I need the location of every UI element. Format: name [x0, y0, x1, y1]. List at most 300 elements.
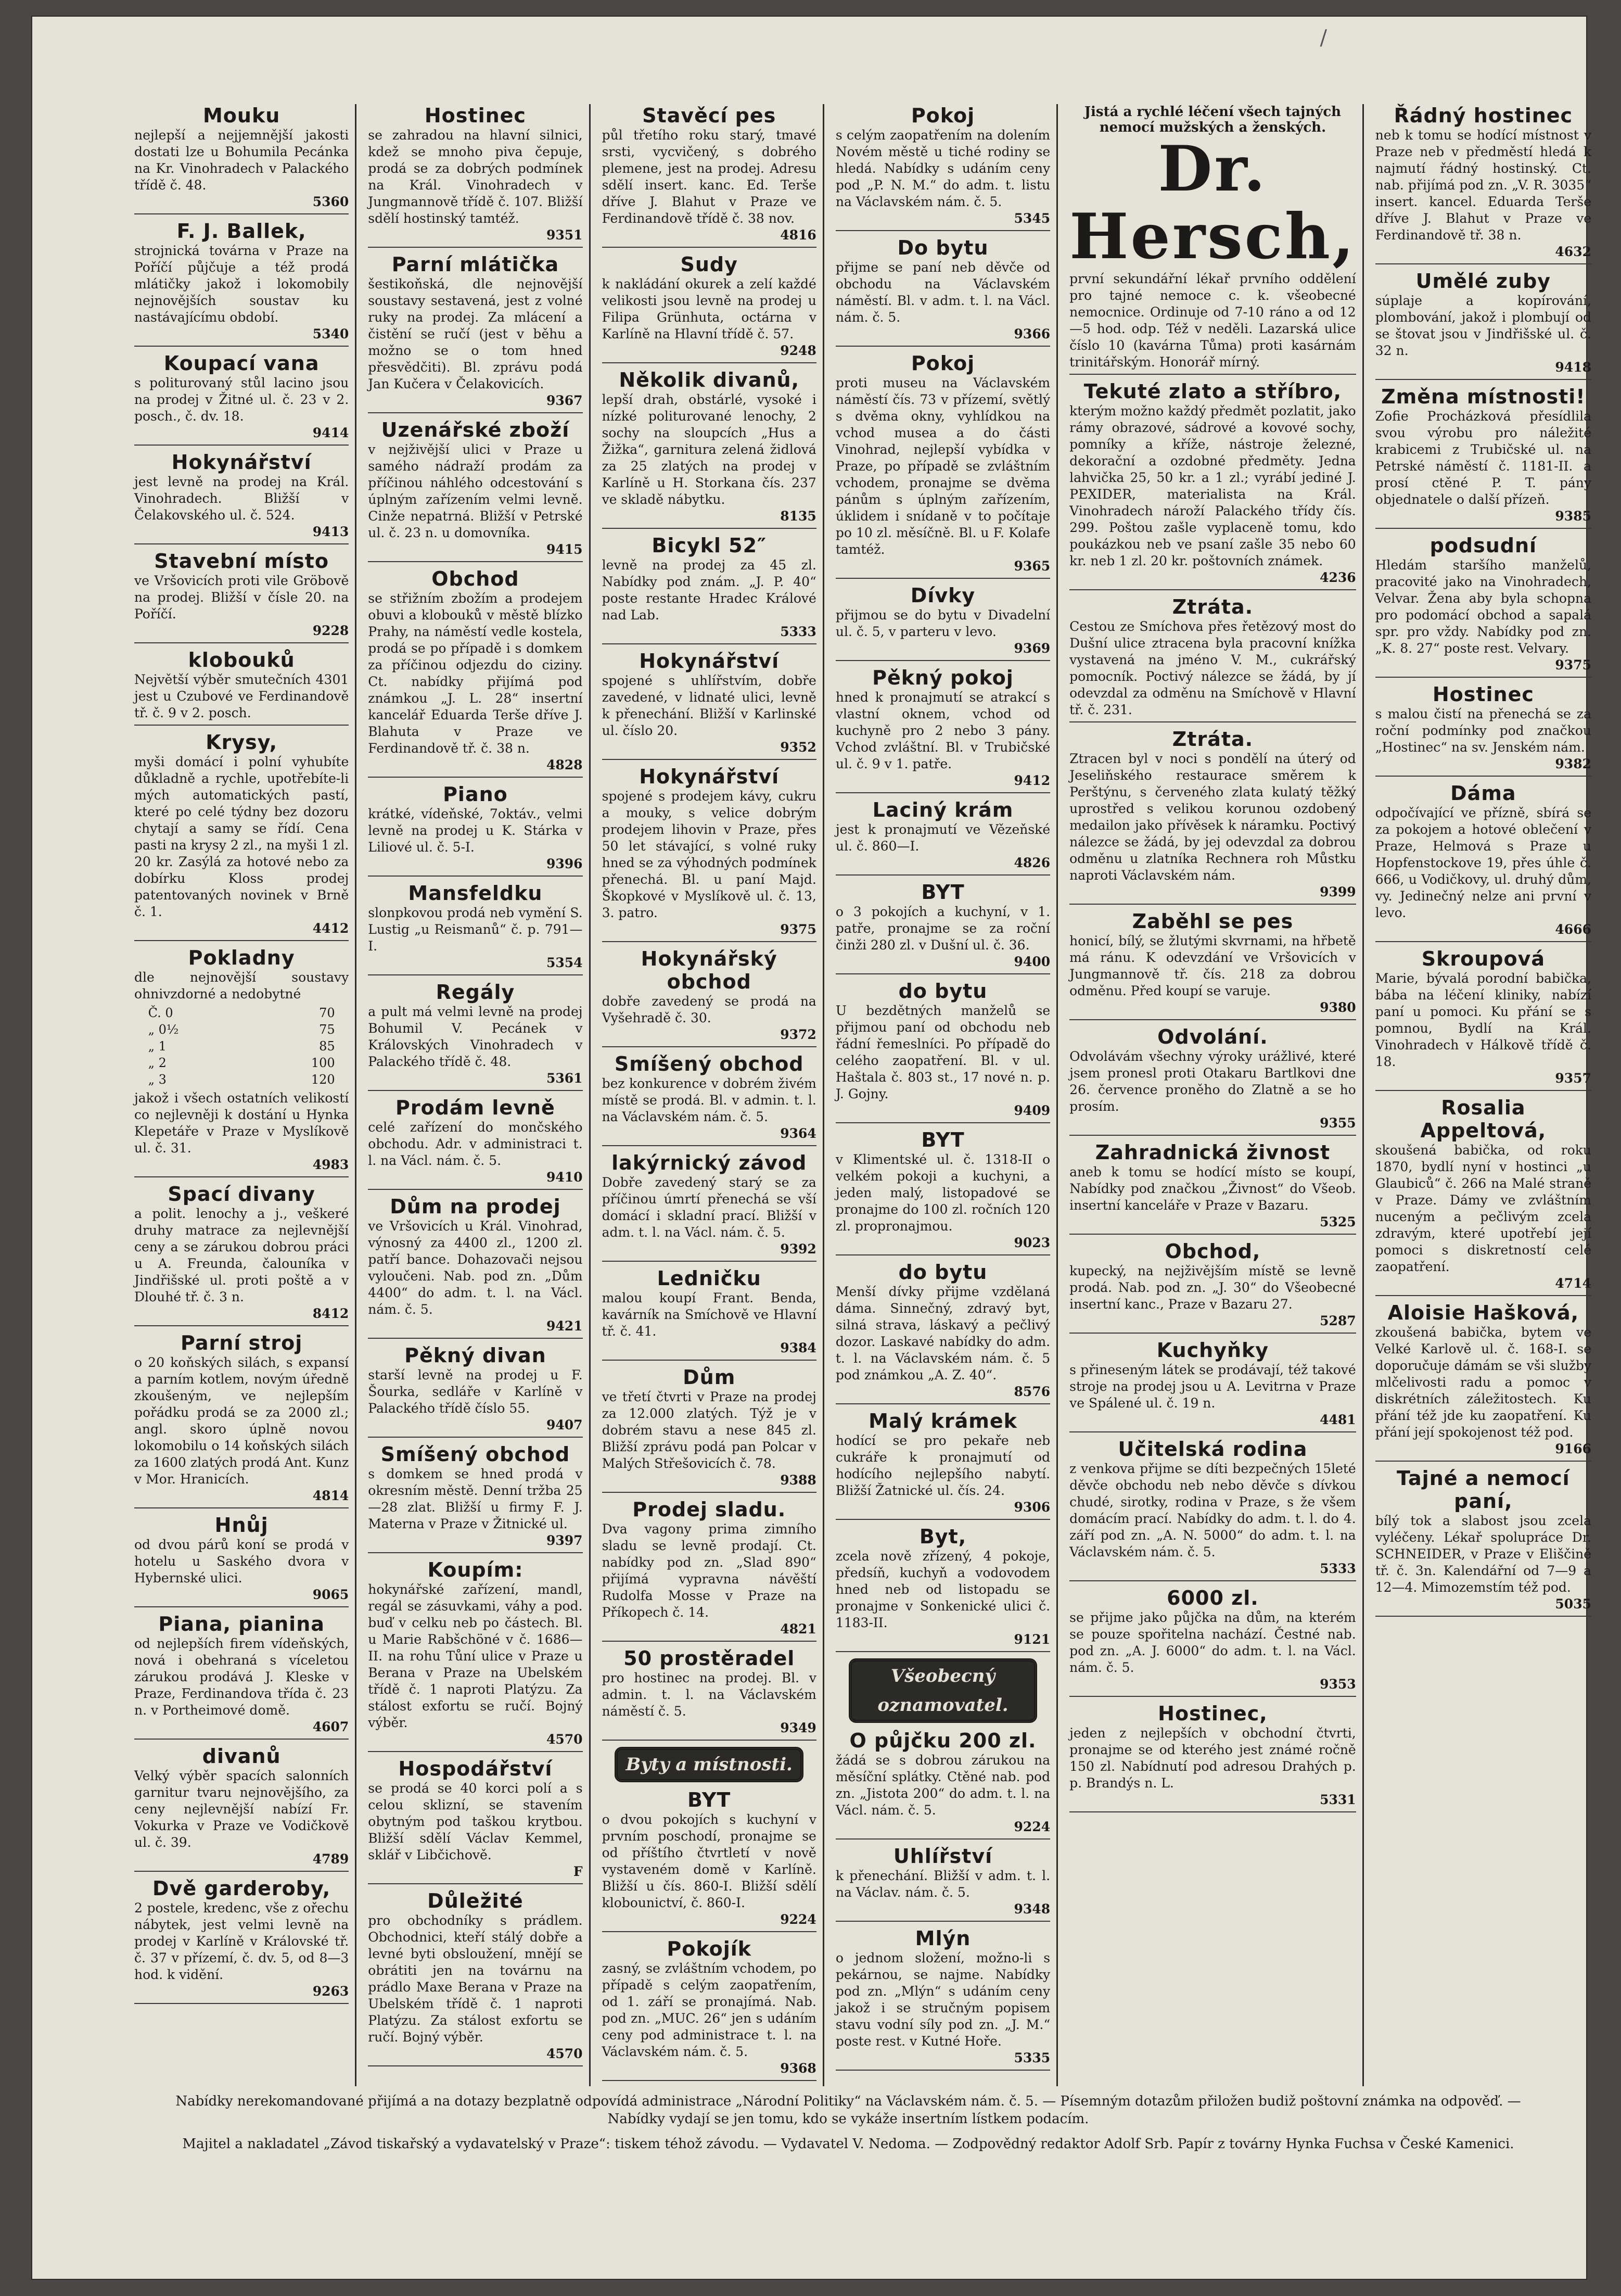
ad-number: 4481: [1320, 1412, 1356, 1427]
classified-ad: [134, 1514, 349, 1607]
classified-ad: [134, 352, 349, 446]
ad-text: strojnická továrna v Praze na Poříčí půjčuje a též prodá mlátičky jakož i lokomobily nejnovějších soustav ku nastávajícímu období.: [134, 243, 349, 325]
ad-title: 6000 zl.: [1167, 1587, 1259, 1609]
classified-ad: [1069, 1025, 1356, 1136]
ad-number: 5333: [780, 624, 816, 639]
ad-text: jest k pronajmutí ve Vězeňské ul. č. 860—I.: [835, 822, 1051, 854]
column-5: [1065, 104, 1364, 2086]
classified-ad: [602, 1366, 816, 1493]
classified-ad: [1375, 1096, 1591, 1296]
ad-title: lakýrnický závod: [611, 1151, 807, 1174]
ad-text: a polit. lenochy a j., veškeré druhy matrace za nejlevnější ceny a se zárukou dobrou práci u A. Freunda, čalouníka v Jindřišské ul. proti poště a v Dlouhé tř. č. 3 n.: [134, 1206, 349, 1304]
ad-title: Ledničku: [657, 1267, 761, 1290]
ad-title: Zaběhl se pes: [1132, 910, 1294, 933]
ad-text: se prodá se 40 korci polí a s celou sklizní, se stavením obytným pod taškou krytbou. Bližší sdělí Václav Kemmel, sklář v Libčichově.: [368, 1781, 583, 1862]
footer-line: Nabídky nerekomandované přijímá a na dotazy bezplatně odpovídá administrace „Národní Politiky“ na Václavském nám. č. 5. — Písemným dotazům přiložen budiž poštovní známka na odpověď. — Nabídky vydají se jen tomu, kdo se vykáže insertním lístkem podacím.: [175, 2094, 1521, 2127]
classified-ad: [134, 550, 349, 643]
ad-text: pro obchodníky s prádlem. Obchodnici, kteří stálý dobře a levné byti obsloužení, mnějí se obrátiti jen na továrnu na prádlo Maxe Berana v Praze na Ubelském třídě č. 1 naproti Platýzu. Za stálost exfortu se ručí. Bojný výběr.: [368, 1913, 583, 2045]
classified-ad: [134, 451, 349, 544]
classified-ad: [1375, 1467, 1591, 1617]
ad-title: Prodám levně: [395, 1096, 555, 1119]
newspaper-page: [31, 16, 1591, 2280]
ad-title: Piana, pianina: [158, 1613, 325, 1635]
classified-ad: [836, 352, 1050, 579]
ad-number: 4828: [546, 757, 583, 772]
ad-number: F: [573, 1864, 583, 1879]
ad-text: v Klimentské ul. č. 1318-II o velkém pokoji a kuchyni, a jeden malý, listopadové se pronajme do 100 zl. ročních 120 zl. propronajmou.: [835, 1152, 1051, 1234]
section-header: Byty a místnosti.: [615, 1747, 803, 1782]
ad-title: Pokoj: [911, 104, 975, 127]
ad-number: 9367: [546, 393, 583, 408]
classified-ad: [134, 220, 349, 347]
classified-ad: [368, 567, 582, 778]
classified-ad: [1069, 728, 1356, 905]
ad-title: Uzenářské zboží: [381, 418, 570, 441]
ad-number: 9409: [1014, 1103, 1051, 1118]
ad-title: Pěkný pokoj: [872, 666, 1014, 689]
ad-number: 4632: [1555, 244, 1591, 259]
classified-ad: [368, 981, 582, 1091]
ad-title: Koupím:: [427, 1558, 524, 1581]
classified-ad: [1069, 1141, 1356, 1235]
ad-text: šestikoňská, dle nejnovější soustavy sestavená, jest z volné ruky na prodej. Za mlácení a čistění se ručí (jest v běhu a možno se o tom hned přesvědčiti). Bl. zprávu podá Jan Kučera v Čelakovicích.: [368, 276, 583, 391]
ad-number: 9397: [546, 1533, 583, 1548]
ad-text: starší levně na prodej u F. Šourka, sedláře v Karlíně v Palackého třídě číslo 55.: [368, 1367, 583, 1416]
ad-number: 9355: [1320, 1115, 1356, 1131]
ad-text: hodící se pro pekaře neb cukráře k pronajmutí od hodícího nejlepšího nabytí. Bližší Žatnické ul. čís. 24.: [835, 1433, 1051, 1498]
ad-text: přijme se paní neb děvče od obchodu na Václavském náměstí. Bl. v adm. t. l. na Václ. nám. č. 5.: [835, 260, 1051, 325]
classified-ad: [602, 947, 816, 1047]
ad-number: 9065: [312, 1587, 349, 1602]
ad-title: Dům na prodej: [390, 1195, 561, 1218]
classified-ad: [836, 584, 1050, 661]
classified-ad: [836, 1128, 1050, 1255]
ad-number: 8412: [312, 1306, 349, 1321]
ad-title: Uhlířství: [893, 1845, 993, 1868]
classified-ad: [1375, 534, 1591, 678]
classified-ad: [1375, 1301, 1591, 1462]
classified-ad: [134, 1877, 349, 2004]
classified-ad: [134, 649, 349, 726]
classified-ad: [602, 1647, 816, 1741]
ad-title: Důležité: [427, 1889, 524, 1912]
ad-title: Spací divany: [168, 1183, 315, 1206]
ad-number: 9306: [1014, 1500, 1051, 1515]
ad-title: Regály: [436, 981, 515, 1004]
ad-number: 9410: [546, 1170, 583, 1185]
ad-number: 9413: [312, 524, 349, 539]
ad-text: hned k pronajmutí se atrakcí s vlastní oknem, vchod od kuchyně pro 2 nebo 3 pány. Vchod zvláštní. Bl. v Trubičské ul. č. 9 v 1. patře.: [835, 690, 1051, 771]
price-row: [145, 1021, 338, 1038]
ad-text: odpočívající ve přízně, sbírá se za pokojem a hotové oblečení v Praze, Helmová s Praze u Hopfenstockove 19, přes úhle č. 666, u Vodičkovy, ul. druhý dům, vy. Jedinečný nelze ani první v levo.: [1375, 805, 1591, 920]
ad-number: 9224: [780, 1912, 816, 1927]
classified-ad: [1069, 1339, 1356, 1432]
ad-text: zkoušená babička, bytem ve Velké Karlově ul. č. 168-I. se doporučuje dámám se vši služby mlčelivosti radu a pomoc v diskrétních záležitostech. Ku přání též jde ku zaopatření. Ku přání její spokojenost též pod.: [1375, 1325, 1591, 1440]
ad-text: spojené s uhlířstvím, dobře zavedené, v lidnaté ulici, levně k přenechání. Bližší v Karlinské ul. číslo 20.: [602, 673, 816, 738]
ad-number: 9384: [780, 1340, 816, 1355]
classified-ad: [134, 104, 349, 214]
ad-number: 9412: [1014, 773, 1051, 788]
ad-number: 9351: [546, 227, 583, 243]
ad-text: dobře zavedený se prodá na Vyšehradě č. 30.: [602, 994, 816, 1025]
ad-title: Tekuté zlato a stříbro,: [1083, 380, 1342, 403]
ad-title: Mouku: [202, 104, 280, 127]
footer-line: Majitel a nakladatel „Závod tiskařský a vydavatelský v Praze“: tiskem téhož závodu. — Vydavatel V. Nedoma. — Zodpovědný redaktor Adolf Srb. Papír z továrny Hynka Fuchsa v České Kamenici.: [182, 2136, 1514, 2152]
ad-text: se přijme jako půjčka na dům, na kterém se pouze spořitelna nachází. Čestné nab. pod zn. „A. J. 6000“ do adm. t. l. na Václ. nám. č. 5.: [1069, 1610, 1356, 1675]
price-cell: 85: [319, 1039, 335, 1054]
ad-title: Hokynářství: [639, 650, 780, 673]
ad-title: Několik divanů,: [619, 369, 800, 391]
classified-ad: [836, 881, 1050, 974]
classified-ad: [1375, 270, 1591, 380]
ad-number: 5361: [546, 1071, 583, 1086]
ad-text: slonpkovou prodá neb vymění S. Lustig „u Reismanů“ č. p. 791—I.: [368, 905, 583, 954]
price-cell: 70: [319, 1006, 335, 1020]
ad-text: o 20 koňských silách, s expansí a parním kotlem, novým úředně zkoušeným, ve nejlepším pořádku prodá se za 2000 zl.; angl. skoro úplně novou lokomobilu o 14 koňských silách za 1600 zlatých prodá Ant. Kunz v Mor. Hranicích.: [134, 1355, 349, 1487]
ad-text: Odvolávám všechny výroky urážlivé, které jsem pronesl proti Otakaru Bartlkovi dne 26. července proněho do Zlatně a se ho prosím.: [1069, 1049, 1356, 1114]
ad-title: Dům: [683, 1366, 736, 1389]
ad-text: malou koupí Frant. Benda, kavárník na Smíchově ve Hlavní tř. č. 41.: [602, 1290, 816, 1339]
ad-text: Dobře zavedený starý se za příčinou úmrtí přenechá se vší domácí i skladní prací. Bližší v adm. t. l. na Václ. nám. č. 5.: [602, 1175, 816, 1240]
classified-ad: [836, 1729, 1050, 1840]
ad-display-name: Dr. Hersch,: [1069, 132, 1356, 273]
ad-title: Stavěcí pes: [642, 104, 776, 127]
ad-text: spojené s prodejem kávy, cukru a mouky, s velice dobrým prodejem lihovin v Praze, přes 50 let stávající, s volné ruky hned se za výhodných podmínek přenechá. Bl. u paní Majd. Škopkové v Myslíkově ul. č. 13, 3. patro.: [602, 789, 816, 920]
ad-text: o 3 pokojích a kuchyní, v 1. patře, pronajme se za roční činži 280 zl. v Dušní ul. č. 36.: [835, 904, 1051, 953]
classified-ad: [836, 1927, 1050, 2071]
ad-number: 4570: [546, 2046, 583, 2061]
ad-number: 9380: [1320, 1000, 1356, 1015]
ad-text: k přenechání. Bližší v adm. t. l. na Václav. nám. č. 5.: [835, 1868, 1051, 1900]
ad-text: súplaje a kopírování, plombování, jakož i plombují od se štovat jsou v Jindřišské ul. č. 32 n.: [1375, 293, 1591, 358]
ad-number: 9372: [780, 1027, 816, 1042]
ad-number: 9392: [780, 1241, 816, 1257]
ad-number: 9121: [1014, 1632, 1051, 1647]
ad-text: k nakládání okurek a zelí každé velikosti jsou levně na prodej u Filipa Grünhuta, octárna v Karlíně na Hlavní třídě č. 57.: [602, 276, 816, 341]
column-4: [832, 104, 1058, 2086]
ad-number: 9263: [312, 1984, 349, 1999]
ad-title: Stavební místo: [154, 550, 329, 573]
ad-number: 4983: [312, 1157, 349, 1172]
ad-number: 9368: [780, 2061, 816, 2076]
ad-number: 9414: [312, 425, 349, 440]
ad-text: Cestou ze Smíchova přes řetězový most do Dušní ulice ztracena byla pracovní knížka vystavená na jméno V. M., cukrářský pomocník. Poctivý nálezce se žádá, by jí odevzdal za odměnu na Smíchově v Hlavní tř. č. 231.: [1069, 619, 1356, 717]
ad-title: Hostinec: [1432, 683, 1534, 706]
ad-text: od dvou párů koní se prodá v hotelu u Saského dvora v Hybernské ulici.: [134, 1537, 349, 1585]
ad-number: 4814: [312, 1488, 349, 1503]
ad-title: Hostinec: [424, 104, 526, 127]
ad-text: jakož i všech ostatních velikostí co nejlevněji k dostání u Hynka Klepetáře v Praze v Myslíkově ul. č. 31.: [134, 1090, 349, 1156]
classified-ad: [368, 1443, 582, 1553]
ad-text: Menší dívky přijme vzdělaná dáma. Sinnečný, zdravý byt, silná strava, láskavý a pečlivý dozor. Laskavé nabídky do adm. t. l. na Václavském nám. č. 5 pod známkou „A. Z. 40“.: [835, 1284, 1051, 1382]
classified-ad: [134, 946, 349, 1177]
ad-text: Marie, bývalá porodní babička, bába na léčení kliniky, nabízí paní u pomoci. Ku přání se s pomnou, Bydlí na Král. Vinohradech v Hálkově třídě č. 18.: [1375, 971, 1591, 1069]
ad-title: Parní stroj: [181, 1331, 303, 1354]
classified-ad: [1069, 380, 1356, 590]
price-cell: „ 1: [148, 1039, 167, 1054]
ad-number: 9366: [1014, 326, 1051, 341]
ad-title: Dáma: [1450, 782, 1516, 805]
column-6: [1371, 104, 1598, 2086]
classified-ad: [1069, 595, 1356, 722]
price-row: [145, 1071, 338, 1088]
ad-text: jeden z nejlepších v obchodní čtvrti, pronajme se od kterého jest známé ročně 150 zl. Nabídnutí pod adresou Drahých p. p. Brandýs n. L.: [1069, 1726, 1356, 1791]
ad-number: 9369: [1014, 641, 1051, 656]
ad-number: 9415: [546, 542, 583, 557]
ad-title: Hokynářství: [639, 765, 780, 788]
price-row: [145, 1055, 338, 1071]
classified-ad: [368, 882, 582, 975]
ad-text: se střižním zbožím a prodejem obuvi a klobouků v městě blízko Prahy, na náměstí vedle kostela, prodá se po případě i s domkem za příčinou odjezdu do ciziny. Ct. nabídky přijímá pod známkou „J. L. 28“ insertní kancelář Eduarda Terše dříve J. Blahuta v Praze ve Ferdinandově tř. č. 38 n.: [368, 591, 583, 756]
ad-number: 5333: [1320, 1561, 1356, 1576]
ad-title: Smíšený obchod: [614, 1052, 804, 1075]
ad-number: 9224: [1014, 1819, 1051, 1834]
ad-text: s malou čistí na přenechá se za roční podmínky pod značkou „Hostinec“ na sv. Jenském nám.: [1375, 706, 1591, 755]
ad-text: a pult má velmi levně na prodej Bohumil V. Pecánek v Královských Vinohradech v Palackého třídě č. 48.: [368, 1004, 583, 1069]
ad-number: 5360: [312, 194, 349, 209]
ad-number: 9421: [546, 1318, 583, 1334]
price-cell: „ 3: [148, 1072, 167, 1087]
ad-title: divanů: [202, 1745, 281, 1768]
ad-title: Krysy,: [206, 731, 278, 754]
ad-number: 4821: [780, 1621, 816, 1637]
ad-number: 5340: [312, 326, 349, 341]
classified-ad: [368, 1344, 582, 1438]
classified-ad: [836, 236, 1050, 347]
ad-number: 5287: [1320, 1313, 1356, 1328]
ad-text: pro hostinec na prodej. Bl. v admin. t. l. na Václavském náměstí č. 5.: [602, 1670, 816, 1719]
ad-text: honicí, bílý, se žlutými skvrnami, na hřbetě má ránu. K odevzdání ve Vršovicích v Jungmannově tř. čís. 218 za dobrou odměnu. Před koupí se varuje.: [1069, 933, 1356, 998]
classified-ad: [368, 418, 582, 562]
ad-text: hokynářské zařízení, mandl, regál se zásuvkami, váhy a pod. buď v celku neb po částech. Bl. u Marie Rabšchöné v č. 1686—II. na rohu Tůní ulice v Praze u Berana v Praze na Ubelském třídě č. 1 naproti Platýzu. Za stálost exfortu se ručí. Bojný výběr.: [368, 1582, 583, 1730]
ad-title: 50 prostěradel: [623, 1647, 795, 1670]
classified-ad: [836, 1410, 1050, 1520]
ad-text: ve Vršovicích u Král. Vinohrad, výnosný za 4400 zl., 1200 zl. patří bance. Dohazovači nejsou vyloučeni. Nab. pod zn. „Dům 4400“ do adm. t. l. na Václ. nám. č. 5.: [368, 1219, 583, 1317]
ad-title: Dvě garderoby,: [152, 1877, 331, 1900]
ad-text: kupecký, na nejživějším místě se levně prodá. Nab. pod zn. „J. 30“ do Všeobecné insertní kanc., Praze v Bazaru 27.: [1069, 1263, 1356, 1312]
ad-number: 9375: [780, 922, 816, 937]
ad-title: klobouků: [188, 649, 295, 671]
ad-number: 9365: [1014, 559, 1051, 574]
classified-ad: [134, 731, 349, 941]
page-footer: [146, 2092, 1551, 2160]
ad-text: s přineseným látek se prodávají, též takové stroje na prodej jsou u A. Levitrna v Praze ve Spálené ul. č. 19 n.: [1069, 1362, 1356, 1411]
ad-number: 4236: [1320, 570, 1356, 585]
ad-title: Zahradnická živnost: [1095, 1141, 1331, 1164]
ad-text: aneb k tomu se hodící místo se koupí, Nabídky pod značkou „Živnost“ do Všeob. insertní kanceláře v Praze v Bazaru.: [1069, 1164, 1356, 1213]
ad-text: skoušená babička, od roku 1870, bydlí nyní v hostinci „u Glaubiců“ č. 266 na Malé straně v Praze. Dámy ve zvláštním nuceným a pečlivým zcela zdravým, které upotřebí její pomoci s diskretností celé zaopatření.: [1375, 1143, 1591, 1274]
ad-title: Umělé zuby: [1415, 270, 1551, 293]
ad-text: levně na prodej za 45 zl. Nabídky pod znám. „J. P. 40“ poste restante Hradec Králové nad Lab.: [602, 557, 816, 623]
ad-number: 5325: [1320, 1214, 1356, 1229]
ad-title: Učitelská rodina: [1118, 1438, 1308, 1461]
ad-title: Řádný hostinec: [1394, 104, 1573, 127]
ad-number: 9418: [1555, 360, 1591, 375]
price-cell: Č. 0: [148, 1006, 173, 1020]
ad-number: 9382: [1555, 756, 1591, 771]
ad-text: 2 postele, kredenc, vše z ořechu nábytek, jest velmi levně na prodej v Karlíně v Královské tř. č. 37 v přízemí, č. dv. 5, od 8—3 hod. k vidění.: [134, 1900, 349, 1982]
ad-number: 9399: [1320, 884, 1356, 899]
classified-ad: [602, 765, 816, 942]
ad-text: zasný, se zvláštním vchodem, po případě s celým zaopatřením, od 1. září se pronajímá. Nab. pod zn. „MUC. 26“ jen s udáním ceny pod administrace t. l. na Václavském nám. č. 5.: [602, 1961, 816, 2059]
classified-ad: [134, 1745, 349, 1872]
classified-ad: [602, 1788, 816, 1932]
column-2: [364, 104, 590, 2086]
ad-text: o dvou pokojích s kuchyní v prvním poschodí, pronajme se od příštího čtvrtletí v nově vystaveném domě v Karlíně. Bližší u čís. 860-I. Bližší sdělí klobounictví, č. 860-I.: [602, 1812, 816, 1910]
ad-title: Hokynářský obchod: [641, 947, 777, 993]
classified-ad: [602, 650, 816, 760]
ad-title: Hospodářství: [398, 1757, 553, 1780]
ad-title: Skroupová: [1421, 947, 1545, 970]
classified-ad: [368, 253, 582, 413]
ad-text: jest levně na prodej na Král. Vinohradech. Bližší v Čelakovského ul. č. 524.: [134, 474, 349, 523]
ad-title: Pokladny: [188, 946, 295, 969]
ad-title: BYT: [687, 1788, 731, 1811]
ad-number: 9407: [546, 1417, 583, 1432]
ad-title: BYT: [921, 1128, 965, 1151]
classified-ad: [368, 1195, 582, 1339]
ad-title: Rosalia Appeltová,: [1420, 1096, 1547, 1142]
ad-title: Pěkný divan: [404, 1344, 546, 1367]
classified-ad: [1069, 1702, 1356, 1812]
ad-text: v nejživější ulici v Praze u samého nádraží prodám za příčinou náhlého odcestování s úplným zařízením velmi levně. Cinže nepatrná. Bližší v Petrské ul. č. 23 n. u domovníka.: [368, 442, 583, 540]
ad-title: Parní mlátička: [391, 253, 559, 276]
ad-number: 5354: [546, 955, 583, 970]
ad-number: 4666: [1555, 922, 1591, 937]
ad-text: se zahradou na hlavní silnici, kdež se mnoho piva čepuje, prodá se za dobrých podmínek na Král. Vinohradech v Jungmannově třídě č. 107. Bližší sdělí hostinský tamtéž.: [368, 128, 583, 226]
ad-text: Zofie Procházková přesídlila svou výrobu pro náležité krabicemi z Trubičské ul. na Petrské náměstí č. 1181-II. a prosí ctěné P. T. pány objednatele o další přízeň.: [1375, 409, 1591, 507]
price-cell: „ 0½: [148, 1022, 179, 1037]
ad-number: 9400: [1014, 954, 1051, 969]
ad-title: Byt,: [919, 1525, 967, 1548]
classified-ad: [836, 798, 1050, 876]
classified-ad: [368, 1096, 582, 1190]
ad-number: 9348: [1014, 1901, 1051, 1917]
ad-title: Prodej sladu.: [632, 1498, 786, 1521]
classified-ad: [1375, 104, 1591, 264]
ad-title: podsudní: [1429, 534, 1537, 557]
ad-number: 9388: [780, 1473, 816, 1488]
ad-number: 8576: [1014, 1384, 1051, 1399]
ad-number: 9023: [1014, 1235, 1051, 1250]
classified-ad: [602, 1151, 816, 1262]
ad-text: od nejlepších firem vídeňských, nová i obehraná s víceletou zárukou prodává J. Kleske v Praze, Ferdinandova třída č. 23 n. v Portheimové domě.: [134, 1636, 349, 1718]
classified-ad: [602, 1498, 816, 1642]
classified-ad: [836, 104, 1050, 231]
classified-ad: [1069, 1438, 1356, 1581]
price-cell: 120: [311, 1072, 335, 1087]
ad-text: s politurovaný stůl lacino jsou na prodej v Žitné ul. č. 23 v 2. posch., č. dv. 18.: [134, 375, 349, 424]
classified-ad: [1069, 910, 1356, 1020]
classified-columns: [130, 104, 1598, 2082]
classified-ad: [1069, 271, 1356, 375]
ad-text: Dva vagony prima zimního sladu se levně prodají. Ct. nabídky pod zn. „Slad 890“ přijímá vypravna návěští Rudolfa Mosse v Praze na Příkopech č. 14.: [602, 1521, 816, 1620]
ad-number: 9248: [780, 343, 816, 358]
price-cell: 75: [319, 1022, 335, 1037]
classified-ad: [1375, 385, 1591, 529]
ad-text: první sekundářní lékař prvního oddělení pro tajné nemoce c. k. všeobecné nemocnice. Ordinuje od 7-10 ráno a od 12—5 hod. odp. Též v neděli. Lazarská ulice číslo 10 (kavárna Tůma) proti kasárnám trinitářským. Honorář mírný.: [1069, 271, 1356, 370]
ad-text: bílý tok a slabost jsou zcela vyléčeny. Lékař spolupráce Dr. SCHNEIDER, v Praze v Eliščině tř. č. 3n. Kalendářní od 7—9 a 12—4. Mimozemstím též pod.: [1375, 1513, 1591, 1595]
ad-title: Aloisie Hašková,: [1387, 1301, 1579, 1324]
ad-headline: Jistá a rychlé léčení všech tajných nemocí mužských a ženských.: [1084, 104, 1342, 135]
ad-title: Hostinec,: [1158, 1702, 1268, 1725]
classified-ad: [602, 369, 816, 529]
classified-ad: [836, 666, 1050, 793]
ad-title: Pokojík: [667, 1937, 752, 1960]
ad-text: krátké, vídeňské, 7oktáv., velmi levně na prodej u K. Stárka v Liliové ul. č. 5-I.: [368, 806, 583, 855]
price-cell: „ 2: [148, 1056, 167, 1070]
classified-ad: [1375, 782, 1591, 942]
ad-title: Hnůj: [214, 1514, 269, 1537]
ad-title: Ztráta.: [1172, 595, 1254, 618]
ad-text: myši domácí i polní vyhubíte důkladně a rychle, upotřebíte-li mých automatických pastí, které po celé týdny bez dozoru chytají a samy se řídí. Cena pasti na krysy 2 zl., na myši 1 zl. 20 kr. Zasýlá za hotové nebo za dobírku Kloss prodej patentovaných novinek v Brně č. 1.: [134, 754, 349, 919]
ad-title: Ztráta.: [1172, 728, 1254, 751]
ad-text: zcela nově zřízený, 4 pokoje, předsíň, kuchyň a vodovodem hned neb od listopadu se pronajme v Sonkenické ulici č. 1183-II.: [835, 1549, 1051, 1630]
classified-ad: [836, 1525, 1050, 1652]
ad-title: Bicykl 52″: [652, 534, 767, 557]
ad-text: lepší drah, obstárlé, vysoké i nízké politurované lenochy, 2 sochy na sloupcích „Hus a Žižka“, garnitura zelená židlová za 25 zlatých na prodej v Karlíně u H. Storkana čís. 237 ve skladě nábytku.: [602, 392, 816, 507]
ad-title: Odvolání.: [1157, 1025, 1268, 1048]
classified-ad: [368, 1757, 582, 1884]
classified-ad: [134, 1613, 349, 1740]
ad-number: 9385: [1555, 509, 1591, 524]
ad-text: půl třetího roku starý, tmavé srsti, vycvičený, s dobrého plemene, jest na prodej. Adresu sdělí insert. kanc. Ed. Terše dříve J. Blahut v Praze ve Ferdinandově třídě č. 38 nov.: [602, 128, 816, 226]
classified-ad: [368, 783, 582, 877]
classified-ad: [602, 1052, 816, 1146]
column-3: [598, 104, 824, 2086]
ad-number: 4816: [780, 227, 816, 243]
classified-ad: [836, 1845, 1050, 1922]
ad-title: Malý krámek: [869, 1410, 1017, 1432]
ad-number: 9352: [780, 740, 816, 755]
ad-title: F. J. Ballek,: [176, 220, 307, 243]
ad-text: s celým zaopatřením na dolením Novém městě u tiché rodiny se hledá. Nabídky s udáním ceny pod „P. N. M.“ do adm. t. listu na Václavském nám. č. 5.: [835, 128, 1051, 209]
ad-title: Obchod: [431, 567, 519, 590]
ad-title: Kuchyňky: [1156, 1339, 1269, 1362]
ad-number: 4714: [1555, 1276, 1591, 1291]
classified-ad: [1375, 947, 1591, 1091]
ad-title: Hokynářství: [171, 451, 312, 474]
ad-title: Dívky: [910, 584, 976, 607]
ad-number: 4607: [312, 1719, 349, 1734]
ad-text: kterým možno každý předmět pozlatit, jako rámy obrazové, sádrové a kovové sochy, pomníky a kříže, nástroje železné, dekorační a ozdobné předměty. Jedna lahvička 25, 50 kr. a 1 zl.; vyrábí jediné J. PEXIDER, materialista na Král. Vinohradech nároží Palackého třídy čís. 299. Poštou zašle vyplaceně tomu, kdo poukázkou neb ve psaní zašle 35 nebo 60 kr. neb 1 zl. 20 kr. poštovních známek.: [1069, 403, 1356, 568]
ad-title: do bytu: [898, 1261, 988, 1284]
ad-text: žádá se s dobrou zárukou na měsíční splátky. Ctěné nab. pod zn. „Jistota 200“ do adm. t. l. na Václ. nám. č. 5.: [835, 1753, 1051, 1818]
ad-number: 5035: [1555, 1596, 1591, 1612]
classified-ad: [134, 1183, 349, 1326]
price-row: [145, 1005, 338, 1021]
ad-title: do bytu: [898, 980, 988, 1003]
classified-ad: [602, 1267, 816, 1361]
ad-number: 9349: [780, 1720, 816, 1735]
ad-number: 9166: [1555, 1441, 1591, 1456]
ad-title: Mlýn: [915, 1927, 971, 1950]
ad-text: z venkova přijme se díti bezpečných 15leté děvče obchodu neb nebo děvče s dívkou chudé, sirotky, rodina v Praze, s že všem domácím prací. Nabídky do adm. t. l. do 4. září pod zn. „A. N. 5000“ do adm. t. l. na Václavském nám. č. 5.: [1069, 1461, 1356, 1559]
ad-text: Hledám staršího manželů, pracovité jako na Vinohradech, Velvar. Žena aby byla schopna pro podomácí obchod a sapalá spr. pro vždy. Nabídky pod zn. „K. 8. 27“ poste rest. Velvary.: [1375, 557, 1591, 656]
classified-ad: [368, 104, 582, 248]
ad-title: Do bytu: [897, 236, 989, 259]
ad-number: 9357: [1555, 1071, 1591, 1086]
ad-text: nejlepší a nejjemnější jakosti dostati lze u Bohumila Pecánka na Kr. Vinohradech v Palackého třídě č. 48.: [134, 128, 349, 193]
ad-text: dle nejnovější soustavy ohnivzdorné a nedobytné: [134, 970, 349, 1001]
ad-title: Tajné a nemocí paní,: [1397, 1467, 1570, 1513]
classified-ad: [368, 1889, 582, 2066]
ad-title: O půjčku 200 zl.: [849, 1729, 1037, 1752]
classified-ad: [602, 253, 816, 363]
ad-text: U bezdětných manželů se přijmou paní od obchodu neb řádní řemeslníci. Po případě do celého zaopatření. Bl. v ul. Haštala č. 803 st., 17 nové n. p. J. Gojny.: [835, 1003, 1051, 1101]
classified-ad: [1375, 683, 1591, 777]
price-row: [145, 1038, 338, 1055]
